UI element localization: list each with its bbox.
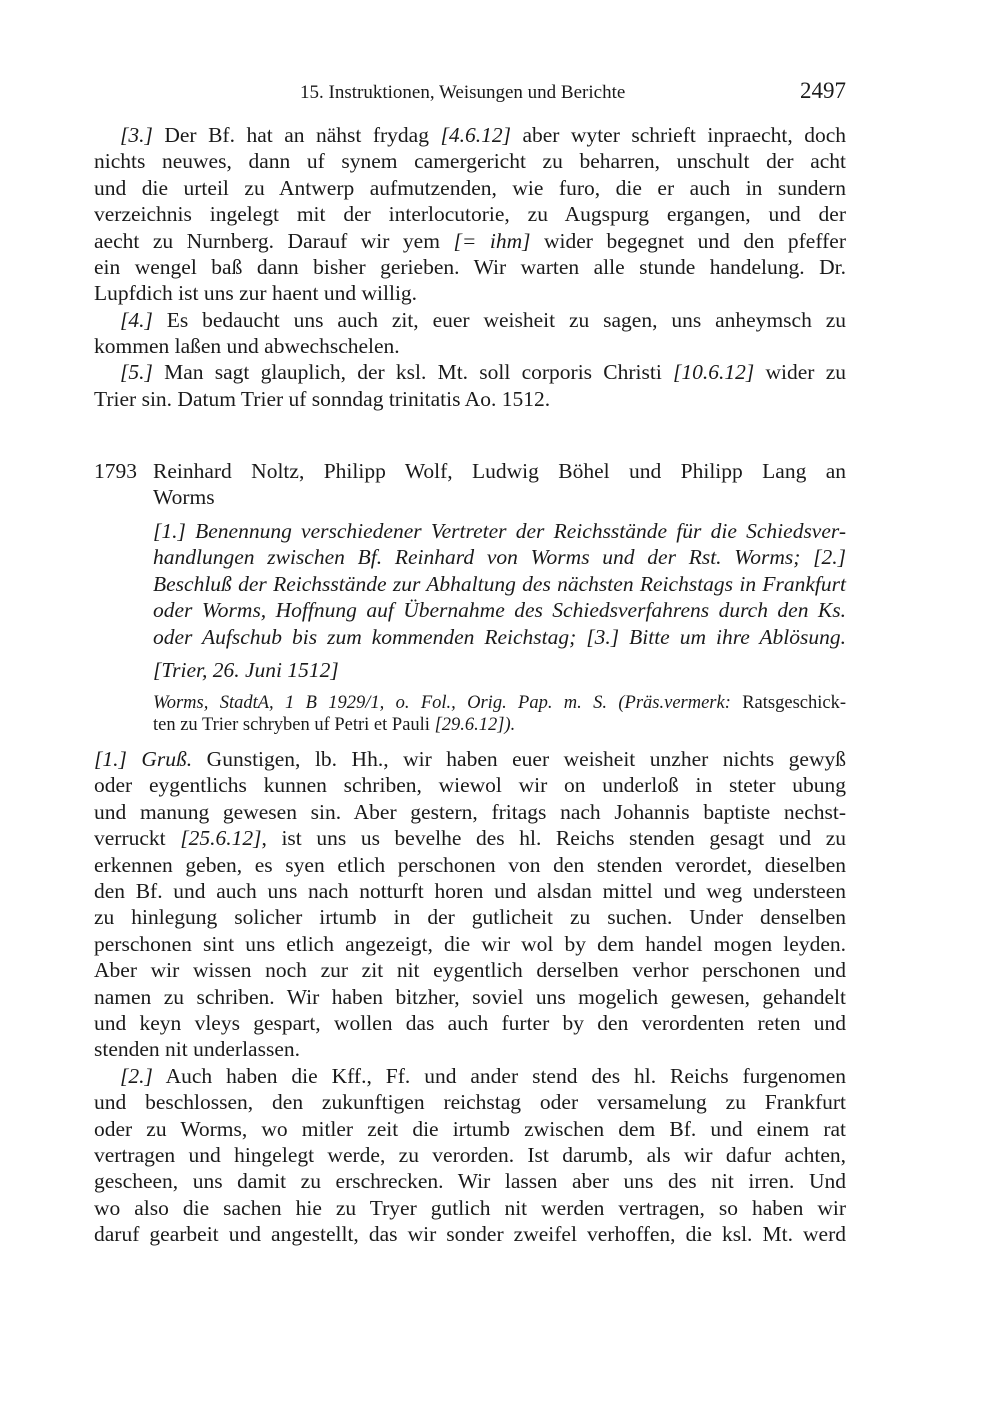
text-run: erkennen geben, es syen etlich perschonen von den stenden verordet, dieselben (94, 853, 846, 877)
text-line (94, 1063, 846, 1089)
text-line (94, 386, 846, 412)
text-run: Aber wir wissen noch zur zit nit eygentlich derselben verhor perschonen und (94, 958, 846, 982)
text-line (94, 148, 846, 174)
text-run: Ratsgeschick- (730, 693, 846, 713)
source-citation: [29.6.12]). (434, 715, 516, 735)
text-run: Lupfdich ist uns zur haent und willig. (94, 281, 418, 305)
editorial-annotation: [10.6.12] (673, 360, 755, 384)
running-head (94, 80, 846, 106)
text-line (94, 852, 846, 878)
text-run: stenden nit underlassen. (94, 1037, 300, 1061)
regest-line: oder Worms, Hoffnung auf Übernahme des Schiedsverfahrens durch den Ks. (153, 598, 846, 622)
regest-line: oder Aufschub bis zum kommenden Reichstag; [3.] Bitte um ihre Ablösung. (153, 625, 846, 649)
text-run: ten zu Trier schryben uf Petri et Pauli (153, 715, 435, 735)
document-title-line-1: Reinhard Noltz, Philipp Wolf, Ludwig Böhel und Philipp Lang an (153, 459, 846, 483)
text-line (94, 1195, 846, 1221)
text-line (94, 878, 846, 904)
text-line (94, 931, 846, 957)
text-line (94, 799, 846, 825)
text-line (94, 772, 846, 798)
text-line (94, 1010, 846, 1036)
text-run: oder zu Worms, wo mitler zeit die irtumb zwischen dem Bf. und einem rat (94, 1117, 846, 1141)
regest-line: [1.] Benennung verschiedener Vertreter der Reichsstände für die Schiedsver- (153, 519, 846, 543)
text-line (94, 1089, 846, 1115)
text-line (94, 280, 846, 306)
text-run: vertragen und hingelegt werde, zu verorden. Ist darumb, als wir dafur achten, (94, 1143, 846, 1167)
text-line (94, 1168, 846, 1194)
text-line (94, 307, 846, 333)
editorial-annotation: [25.6.12] (180, 826, 262, 850)
text-line (94, 1036, 846, 1062)
text-run: Trier sin. Datum Trier uf sonndag trinitatis Ao. 1512. (94, 387, 551, 411)
document-number: 1793 (94, 459, 137, 483)
text-run: Es bedaucht uns auch zit, euer weisheit zu sagen, uns anheymsch zu (152, 308, 846, 332)
text-line (94, 1142, 846, 1168)
text-run: Gunstigen, lb. Hh., wir haben euer weisheit unzher nichts gewyß (192, 747, 846, 771)
regest-line: Beschluß der Reichsstände zur Abhaltung des nächsten Reichstags in Frankfurt (153, 572, 846, 596)
text-run: verzeichnis ingelegt mit der interlocutorie, zu Augspurg ergangen, und der (94, 202, 846, 226)
text-run: aber wyter schrieft inpraecht, doch (510, 123, 846, 147)
text-line (94, 904, 846, 930)
text-line (94, 201, 846, 227)
text-run: verruckt (94, 826, 181, 850)
text-run: namen zu schriben. Wir haben bitzher, soviel uns mogelich gewesen, gehandelt (94, 985, 846, 1009)
page-number: 2497 (800, 78, 846, 103)
text-run: und manung gewesen sin. Aber gestern, fritags nach Johannis baptiste nechst- (94, 800, 846, 824)
regest-line: handlungen zwischen Bf. Reinhard von Worms und der Rst. Worms; [2.] (153, 545, 846, 569)
text-line (94, 957, 846, 983)
editorial-annotation: [3.] (120, 123, 153, 147)
text-line (94, 228, 846, 254)
editorial-annotation: [1.] Gruß. (94, 747, 193, 771)
text-run: Man sagt glauplich, der ksl. Mt. soll corporis Christi (152, 360, 674, 384)
text-run: gescheen, uns damit zu erschrecken. Wir lassen aber uns des nit irren. Und (94, 1169, 846, 1193)
editorial-annotation: [= ihm] (453, 229, 531, 253)
text-run: daruf gearbeit und angestellt, das wir sonder zweifel verhoffen, die ksl. Mt. werd (94, 1222, 846, 1246)
document-date: [Trier, 26. Juni 1512] (153, 658, 339, 682)
text-run: zu hinlegung solicher irtumb in der gutlicheit zu suchen. Under denselben (94, 905, 846, 929)
text-run: Der Bf. hat an nähst frydag (152, 123, 441, 147)
text-run: aecht zu Nurnberg. Darauf wir yem (94, 229, 454, 253)
document-title-line-2: Worms (153, 485, 215, 509)
text-line (94, 746, 846, 772)
text-run: ein wengel baß dann bisher gerieben. Wir warten alle stunde handelung. Dr. (94, 255, 846, 279)
text-line (94, 825, 846, 851)
text-line (94, 1221, 846, 1247)
editorial-annotation: [5.] (120, 360, 153, 384)
editorial-annotation: [2.] (120, 1064, 153, 1088)
text-line (94, 333, 846, 359)
text-line (94, 984, 846, 1010)
text-line (94, 175, 846, 201)
text-run: nichts neuwes, dann uf synem camergericht zu beharren, unschult der acht (94, 149, 846, 173)
text-run: oder eygentlichs kunnen schriben, wiewol wir on underloß in steter ubung (94, 773, 846, 797)
running-title: 15. Instruktionen, Weisungen und Berichte (300, 82, 626, 103)
text-run: wider begegnet und den pfeffer (530, 229, 846, 253)
text-line (94, 359, 846, 385)
text-run: den Bf. und auch uns nach notturft horen und alsdan mittel und weg understeen (94, 879, 846, 903)
text-run: kommen laßen und abwechschelen. (94, 334, 400, 358)
text-run: und keyn vleys gespart, wollen das auch furter by den verordenten reten und (94, 1011, 846, 1035)
text-run: , ist uns us bevelhe des hl. Reichs stenden gesagt und zu (261, 826, 846, 850)
text-run: und beschlossen, den zukunftigen reichstag oder versamelung zu Frankfurt (94, 1090, 846, 1114)
source-line (153, 692, 846, 714)
editorial-annotation: [4.] (120, 308, 153, 332)
editorial-annotation: [4.6.12] (440, 123, 511, 147)
text-run: wider zu (754, 360, 846, 384)
text-line (94, 1116, 846, 1142)
text-line (94, 254, 846, 280)
text-run: wo also die sachen hie zu Tryer gutlich nit werden vertragen, so haben wir (94, 1196, 846, 1220)
source-citation: Worms, StadtA, 1 B 1929/1, o. Fol., Orig. Pap. m. S. (Präs.vermerk: (153, 693, 731, 713)
text-run: perschonen sint uns etlich angezeigt, die wir wol by dem handel mogen leyden. (94, 932, 846, 956)
text-line (94, 122, 846, 148)
text-run: und die urteil zu Antwerp aufmutzenden, wie furo, die er auch in sundern (94, 176, 846, 200)
text-run: Auch haben die Kff., Ff. und ander stend des hl. Reichs furgenomen (152, 1064, 846, 1088)
source-line (153, 714, 846, 736)
